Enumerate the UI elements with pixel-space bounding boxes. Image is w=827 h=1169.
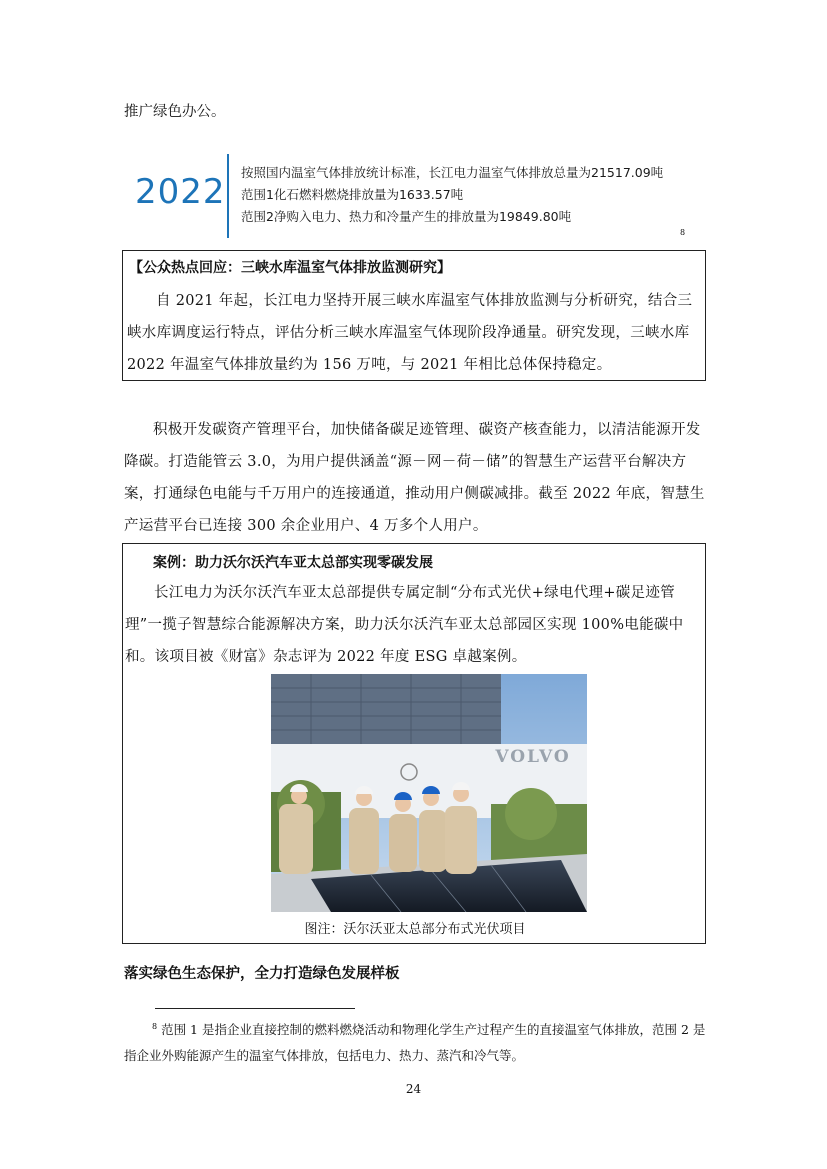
- footnote: [124, 1014, 708, 1069]
- case-body: 长江电力为沃尔沃汽车亚太总部提供专属定制“分布式光伏+绿电代理+碳足迹管理”一揽子智慧综合能源解决方案，助力沃尔沃汽车亚太总部园区实现 100%电能碳中和。该项目被《财富》杂志评为 2022 年度 ESG 卓越案例。: [125, 585, 684, 665]
- hotspot-body: 自 2021 年起，长江电力坚持开展三峡水库温室气体排放监测与分析研究，结合三峡水库调度运行特点，评估分析三峡水库温室气体现阶段净通量。研究发现，三峡水库 2022 年温室气体排放量约为 156 万吨，与 2021 年相比总体保持稳定。: [127, 293, 693, 373]
- case-photo: [271, 674, 587, 912]
- page-number: 24: [405, 1082, 422, 1096]
- footnote-number: 8: [152, 1022, 158, 1031]
- public-hotspot-box: [122, 250, 706, 381]
- emissions-stat-block: [135, 150, 695, 242]
- case-title: 案例：助力沃尔沃汽车亚太总部实现零碳发展: [153, 555, 433, 571]
- footnote-divider: [155, 1008, 355, 1009]
- stat-line-scope1: 范围1化石燃料燃烧排放量为1633.57吨: [241, 187, 464, 202]
- footnote-text: 范围 1 是指企业直接控制的燃料燃烧活动和物理化学生产过程产生的直接温室气体排放，范围 2 是指企业外购能源产生的温室气体排放，包括电力、热力、蒸汽和冷气等。: [124, 1022, 706, 1064]
- section-heading: 落实绿色生态保护，全力打造绿色发展样板: [124, 966, 400, 982]
- carbon-asset-paragraph: 积极开发碳资产管理平台，加快储备碳足迹管理、碳资产核查能力，以清洁能源开发降碳。打造能管云 3.0，为用户提供涵盖“源－网－荷－储”的智慧生产运营平台解决方案，打通绿色电能与千万用户的连接通道，推动用户侧碳减排。截至 2022 年底，智慧生产运营平台已连接 300 余企业用户、4 万多个人用户。: [124, 422, 705, 534]
- stat-line-scope2: 范围2净购入电力、热力和冷量产生的排放量为19849.80吨: [241, 209, 572, 224]
- case-study-box: [122, 543, 706, 944]
- hotspot-title: 【公众热点回应：三峡水库温室气体排放监测研究】: [129, 260, 451, 276]
- stat-divider: [227, 154, 229, 238]
- volvo-sign-text: VOLVO: [495, 747, 571, 767]
- footnote-reference-mark: 8: [680, 228, 686, 237]
- stat-lines: [241, 162, 663, 228]
- stat-year: 2022: [135, 172, 226, 212]
- photo-caption: 图注：沃尔沃亚太总部分布式光伏项目: [304, 922, 526, 937]
- stat-line-total: 按照国内温室气体排放统计标准，长江电力温室气体排放总量为21517.09吨: [241, 165, 664, 180]
- intro-text: 推广绿色办公。: [124, 104, 226, 120]
